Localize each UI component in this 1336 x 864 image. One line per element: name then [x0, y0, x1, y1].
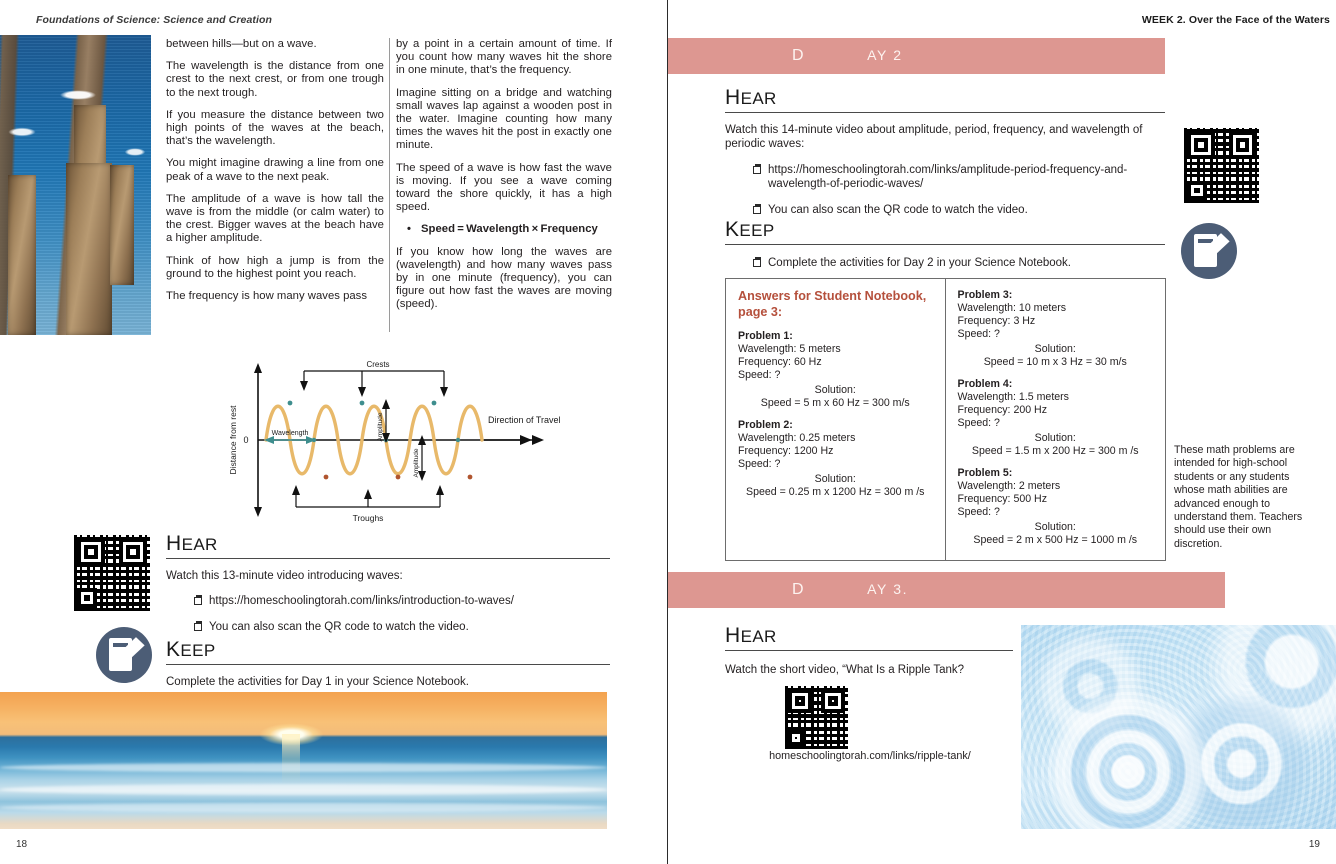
amplitude-label-2: Amplitude: [413, 448, 420, 478]
keep-bullet-text: Complete the activities for Day 2 in your Science Notebook.: [768, 257, 1071, 270]
day-2-rest: AY 2: [867, 47, 903, 63]
hear-bullet[interactable]: [194, 594, 610, 608]
problem-entry: [738, 330, 933, 410]
right-page: [668, 0, 1336, 864]
solution-label: Solution:: [1034, 432, 1076, 444]
ocean-sunset-photo: [0, 692, 607, 829]
solution-label: Solution:: [814, 473, 856, 485]
problem-title: Problem 2:: [738, 419, 793, 431]
solution-label: Solution:: [1034, 521, 1076, 533]
paragraph: If you know how long the waves are (wavelength) and how many waves pass by in one minute (frequency), you can figure out how fast the waves are moving (speed).: [396, 245, 612, 311]
hear-heading-rest: EAR: [181, 535, 218, 554]
checkbox-icon[interactable]: [753, 259, 761, 267]
body-column-b: [396, 38, 612, 321]
problem-title: Problem 1:: [738, 330, 793, 342]
solution-equation: Speed = 0.25 m x 1200 Hz = 300 m /s: [746, 486, 925, 498]
day-3-rest: AY 3.: [867, 581, 909, 597]
column-divider: [389, 38, 390, 332]
left-hear-block: [166, 532, 610, 634]
wave-diagram: [226, 355, 566, 525]
crests-label: Crests: [366, 360, 390, 369]
amplitude-label-1: Amplitude: [377, 412, 384, 442]
problem-line: Wavelength: 5 meters: [738, 343, 841, 355]
problem-line: Wavelength: 0.25 meters: [738, 432, 856, 444]
origin-label: 0: [243, 435, 249, 445]
paragraph: Think of how high a jump is from the ground to the highest point you reach.: [166, 254, 384, 280]
folio-right: 19: [1308, 839, 1320, 850]
science-notebook-icon: [96, 627, 152, 683]
day-3-banner-label: [730, 581, 908, 599]
qr-code-ripple-tank[interactable]: [785, 686, 848, 749]
problem-line: Speed: ?: [738, 369, 781, 381]
problem-title: Problem 5:: [957, 467, 1013, 479]
hear-bullet-text: You can also scan the QR code to watch the video.: [768, 204, 1028, 217]
problem-line: Frequency: 3 Hz: [957, 315, 1036, 327]
qr-caption-ripple-tank: homeschoolingtorah.com/links/ripple-tank/: [769, 750, 971, 762]
day2-keep-block: [725, 218, 1165, 270]
hear-bullet[interactable]: [753, 163, 1165, 191]
speed-formula: • Speed = Wavelength × Frequency: [396, 223, 612, 236]
keep-heading-rest: EEP: [180, 641, 216, 660]
paragraph: by a point in a certain amount of time. If you count how many waves hit the shore in one minute, that’s the frequency.: [396, 38, 612, 77]
hear-heading-cap: H: [725, 624, 741, 647]
paragraph: The speed of a wave is how fast the wave is moving. If you see a wave coming toward the shore quickly, it has a high speed.: [396, 161, 612, 214]
keep-heading-cap: K: [166, 638, 181, 661]
problem-line: Frequency: 200 Hz: [957, 404, 1048, 416]
paragraph: If you measure the distance between two high points of the waves at the beach, that’s the wavelength.: [166, 108, 384, 148]
problem-line: Wavelength: 1.5 meters: [957, 391, 1069, 403]
problem-title: Problem 3:: [957, 289, 1013, 301]
sun-reflection: [282, 734, 300, 783]
hear-bullet: [753, 203, 1165, 217]
problem-line: Frequency: 60 Hz: [738, 356, 822, 368]
keep-rule: [166, 664, 610, 665]
problem-title: Problem 4:: [957, 378, 1013, 390]
problem-line: Speed: ?: [738, 458, 781, 470]
running-head-left: Foundations of Science: Science and Creation: [36, 14, 273, 26]
problem-entry: [958, 467, 1154, 547]
paragraph: between hills—but on a wave.: [166, 38, 317, 50]
paragraph: Imagine sitting on a bridge and watching small waves lap against a wooden post in the water. Imagine counting how many times the waves hit the post in exactly one minute.: [396, 86, 612, 152]
keep-bullet: [753, 256, 1165, 270]
keep-lead: Complete the activities for Day 1 in your Science Notebook.: [166, 676, 469, 689]
keep-heading: [166, 638, 610, 662]
hear-rule: [725, 112, 1165, 113]
qr-code-amplitude-period-frequency[interactable]: [1184, 128, 1259, 203]
qr-code-introduction-to-waves[interactable]: [74, 535, 150, 611]
keep-heading-rest: EEP: [739, 221, 775, 240]
seagulls-photo: [0, 35, 151, 335]
problem-line: Wavelength: 2 meters: [957, 480, 1061, 492]
problem-line: Speed: ?: [957, 417, 1000, 429]
solution-equation: Speed = 10 m x 3 Hz = 30 m/s: [983, 356, 1127, 368]
day-2-banner: [668, 38, 1165, 74]
problem-line: Speed: ?: [957, 328, 1000, 340]
hear-bullet-text[interactable]: https://homeschoolingtorah.com/links/introduction-to-waves/: [209, 595, 514, 608]
science-notebook-icon: [1181, 223, 1237, 279]
hear-lead: Watch this 14-minute video about amplitude, period, frequency, and wavelength of periodic waves:: [725, 124, 1143, 151]
problem-line: Speed: ?: [957, 506, 1000, 518]
paragraph: You might imagine drawing a line from one peak of a wave to the next peak.: [166, 157, 384, 183]
hear-heading-cap: H: [166, 532, 182, 555]
problem-entry: [958, 378, 1154, 458]
day-2-banner-label: [730, 47, 903, 65]
folio-left: 18: [16, 839, 28, 850]
answers-column-left: [726, 279, 945, 560]
direction-of-travel-label: Direction of Travel: [488, 415, 561, 425]
checkbox-icon[interactable]: [753, 166, 761, 174]
water-ripples-photo: [1021, 625, 1336, 829]
answers-column-right: [945, 279, 1166, 560]
hear-bullet: [194, 620, 610, 634]
day-3-banner: [668, 572, 1225, 608]
problem-line: Frequency: 500 Hz: [957, 493, 1048, 505]
hear-heading-cap: H: [725, 86, 741, 109]
day3-hear-block: [725, 624, 1013, 677]
keep-heading-cap: K: [725, 218, 740, 241]
day2-hear-block: [725, 86, 1165, 217]
checkbox-icon[interactable]: [194, 597, 202, 605]
troughs-label: Troughs: [352, 513, 384, 523]
hear-rule: [725, 650, 1013, 651]
paragraph: The amplitude of a wave is how tall the wave is from the middle (or calm water) to the crest. Bigger waves at the beach have a higher amplitude.: [166, 192, 384, 245]
hear-heading-rest: EAR: [740, 627, 777, 646]
hear-heading: [166, 532, 610, 556]
problem-line: Frequency: 1200 Hz: [738, 445, 834, 457]
solution-equation: Speed = 5 m x 60 Hz = 300 m/s: [760, 397, 910, 409]
answers-heading: Answers for Student Notebook, page 3:: [738, 289, 927, 319]
hear-bullet-text[interactable]: https://homeschoolingtorah.com/links/amplitude-period-frequency-and-wavelength-of-periodic-waves/: [768, 164, 1128, 191]
day-3-cap: D: [792, 581, 806, 598]
hear-lead: Watch this 13-minute video introducing waves:: [166, 570, 403, 583]
paragraph: The wavelength is the distance from one crest to the next crest, or from one trough to the next trough.: [166, 60, 384, 99]
checkbox-icon[interactable]: [753, 206, 761, 214]
keep-heading: [725, 218, 1165, 242]
y-axis-label: Distance from rest: [228, 405, 238, 475]
day-2-cap: D: [792, 47, 806, 64]
solution-equation: Speed = 2 m x 500 Hz = 1000 m /s: [973, 534, 1138, 546]
solution-equation: Speed = 1.5 m x 200 Hz = 300 m /s: [971, 445, 1139, 457]
problem-entry: [738, 419, 933, 499]
checkbox-icon[interactable]: [194, 623, 202, 631]
wavelength-label: Wavelength: [271, 430, 309, 437]
left-keep-block: [166, 638, 610, 689]
solution-label: Solution:: [814, 384, 856, 396]
body-column-a: [166, 38, 384, 312]
margin-note: These math problems are intended for high-school students or any students whose math abilities are advanced enough to understand them. Teachers should use their own discretion.: [1174, 444, 1303, 550]
paragraph: The frequency is how many waves pass: [166, 290, 368, 303]
answers-box: [725, 278, 1166, 561]
problem-line: Wavelength: 10 meters: [957, 302, 1067, 314]
hear-heading: [725, 86, 1165, 110]
hear-heading-rest: EAR: [740, 89, 777, 108]
problem-entry: [958, 289, 1154, 369]
keep-rule: [725, 244, 1165, 245]
hear-bullet-text: You can also scan the QR code to watch the video.: [209, 621, 469, 634]
hear-heading: [725, 624, 1013, 648]
hear-lead: Watch the short video, “What Is a Ripple Tank?: [725, 664, 965, 677]
solution-label: Solution:: [1034, 343, 1076, 355]
running-head-right: WEEK 2. Over the Face of the Waters: [1141, 14, 1330, 26]
hear-rule: [166, 558, 610, 559]
